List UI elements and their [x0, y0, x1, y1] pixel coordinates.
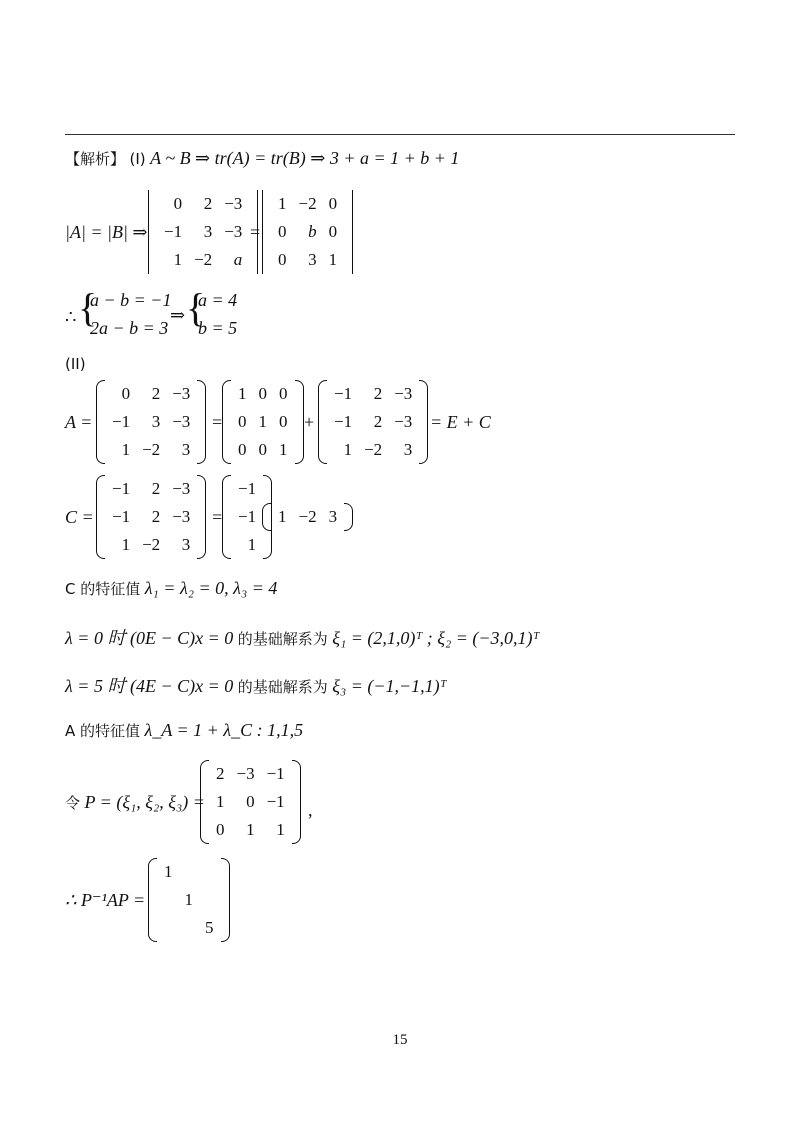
matrix-cell: −3	[172, 412, 191, 431]
matrix-cell: −2	[142, 440, 161, 459]
left-brace-1: {	[78, 285, 98, 330]
matrix-cell: 1	[246, 820, 255, 839]
solution-label: 【解析】	[65, 150, 126, 168]
matrix-cell	[158, 886, 179, 914]
matrix-cell: a	[233, 250, 243, 269]
det-equals: =	[250, 222, 261, 242]
a-lhs: A =	[65, 412, 93, 432]
matrix-cell: 1	[276, 820, 285, 839]
matrix-cell: 2	[151, 507, 161, 526]
matrix-cell: 0	[238, 412, 247, 431]
matrix-e	[222, 380, 304, 464]
matrix-cell: −3	[236, 764, 255, 783]
det-equation-lhs: |A| = |B| ⇒	[65, 222, 148, 242]
matrix-cell: 1	[328, 250, 338, 269]
matrix-cell	[199, 858, 220, 886]
matrix-cell: 3	[403, 440, 413, 459]
matrix-cell: 3	[181, 535, 191, 554]
matrix-cell: 0	[246, 792, 255, 811]
matrix-cell: 1	[278, 194, 287, 213]
matrix-a	[96, 380, 206, 464]
matrix-diagonal	[148, 858, 230, 942]
matrix-cell: 1	[247, 535, 257, 554]
part1-label: (I)	[129, 150, 146, 168]
matrix-cell: −1	[334, 384, 353, 403]
part1-line1	[65, 148, 459, 169]
c-lhs: C =	[65, 507, 94, 527]
therefore-symbol: ∴	[65, 307, 77, 327]
p-definition: 令 P = (ξ₁, ξ₂, ξ₃) =	[65, 792, 205, 812]
eigen-a-line: A 的特征值 λ_A = 1 + λ_C : 1,1,5	[65, 720, 304, 740]
matrix-cell: −3	[172, 479, 191, 498]
matrix-cell: 2	[151, 384, 161, 403]
matrix-cell: 3	[203, 222, 213, 241]
matrix-cell: 1	[173, 250, 183, 269]
row-vector	[262, 503, 353, 531]
page-number: 15	[392, 1032, 408, 1048]
matrix-cell: −2	[298, 507, 317, 526]
matrix-cell: 1	[216, 792, 225, 811]
matrix-cell: −1	[238, 507, 257, 526]
matrix-cell: 1	[238, 384, 247, 403]
matrix-cell: 1	[184, 890, 193, 909]
matrix-cell: 0	[328, 194, 338, 213]
matrix-cell: 3	[308, 250, 317, 269]
part2-label: (II)	[65, 355, 86, 373]
matrix-cell: 0	[278, 222, 287, 241]
matrix-cell: −3	[394, 384, 413, 403]
matrix-cell: 1	[278, 507, 287, 526]
matrix-cell	[179, 858, 200, 886]
matrix-cell: −3	[224, 194, 243, 213]
matrix-cell: 1	[121, 440, 131, 459]
matrix-cell: −3	[394, 412, 413, 431]
det-b	[262, 190, 353, 274]
lambda5-line: λ = 5 时 (4E − C)x = 0 的基础解系为 ξ₃ = (−1,−1,1)ᵀ	[65, 676, 447, 696]
matrix-cell: −3	[172, 507, 191, 526]
matrix-cell: −1	[334, 412, 353, 431]
matrix-cell: 0	[258, 440, 267, 459]
matrix-cell: 3	[181, 440, 191, 459]
matrix-cell: 3	[151, 412, 161, 431]
matrix-cell: 0	[258, 384, 267, 403]
matrix-cell: 0	[238, 440, 247, 459]
matrix-cell: 1	[279, 440, 288, 459]
matrix-cell: 1	[343, 440, 353, 459]
p-comma: ,	[308, 800, 313, 820]
matrix-cell: −3	[224, 222, 243, 241]
left-brace-2: {	[186, 285, 206, 330]
matrix-cell: 0	[278, 250, 287, 269]
matrix-cell: −1	[112, 507, 131, 526]
det-a	[148, 190, 261, 274]
matrix-cell: −2	[364, 440, 383, 459]
matrix-cell: 2	[216, 764, 225, 783]
matrix-cell: −1	[266, 764, 285, 783]
matrix-cell: 3	[328, 507, 338, 526]
matrix-cell: 0	[173, 194, 183, 213]
matrix-cell: 0	[328, 222, 338, 241]
matrix-cell: −2	[298, 194, 317, 213]
implies-arrow: ⇒	[170, 305, 186, 325]
matrix-cell: 0	[121, 384, 131, 403]
matrix-cell: 5	[205, 918, 214, 937]
system1-eq2: 2a − b = 3	[90, 318, 169, 338]
matrix-cell: 1	[121, 535, 131, 554]
matrix-cell: −1	[266, 792, 285, 811]
matrix-cell: 2	[151, 479, 161, 498]
system1-eq1: a − b = −1	[90, 290, 172, 310]
matrix-cell: 1	[258, 412, 267, 431]
a-rhs: = E + C	[430, 412, 491, 432]
matrix-c-1	[318, 380, 428, 464]
matrix-c-2	[96, 475, 206, 559]
matrix-cell	[199, 886, 220, 914]
matrix-cell: 0	[279, 384, 288, 403]
eigen-c-line: C 的特征值 λ₁ = λ₂ = 0, λ₃ = 4	[65, 578, 278, 598]
lambda0-line: λ = 0 时 (0E − C)x = 0 的基础解系为 ξ₁ = (2,1,0)ᵀ ; ξ₂ = (−3,0,1)ᵀ	[65, 628, 540, 648]
matrix-cell: −1	[164, 222, 183, 241]
plus-sign: +	[304, 412, 315, 432]
matrix-cell: 2	[373, 384, 383, 403]
matrix-cell: 2	[373, 412, 383, 431]
matrix-cell: −3	[172, 384, 191, 403]
equals-2: =	[212, 507, 223, 527]
matrix-cell: 0	[216, 820, 225, 839]
matrix-cell: 1	[164, 862, 173, 881]
matrix-p	[200, 760, 301, 844]
header-rule	[65, 134, 735, 135]
diagonalization-lhs: ∴ P⁻¹AP =	[65, 890, 146, 910]
trace-equation: A ~ B ⇒ tr(A) = tr(B) ⇒ 3 + a = 1 + b + 1	[150, 148, 460, 168]
matrix-cell	[179, 914, 200, 942]
equals-1: =	[212, 412, 223, 432]
matrix-cell: −1	[112, 412, 131, 431]
matrix-cell: 2	[203, 194, 213, 213]
matrix-cell: −1	[112, 479, 131, 498]
matrix-cell: 0	[279, 412, 288, 431]
matrix-cell: b	[308, 222, 317, 241]
matrix-cell: −2	[142, 535, 161, 554]
matrix-cell: −1	[238, 479, 257, 498]
matrix-cell: −2	[194, 250, 213, 269]
matrix-cell	[158, 914, 179, 942]
solution-b: b = 5	[198, 318, 238, 338]
solution-a: a = 4	[198, 290, 238, 310]
